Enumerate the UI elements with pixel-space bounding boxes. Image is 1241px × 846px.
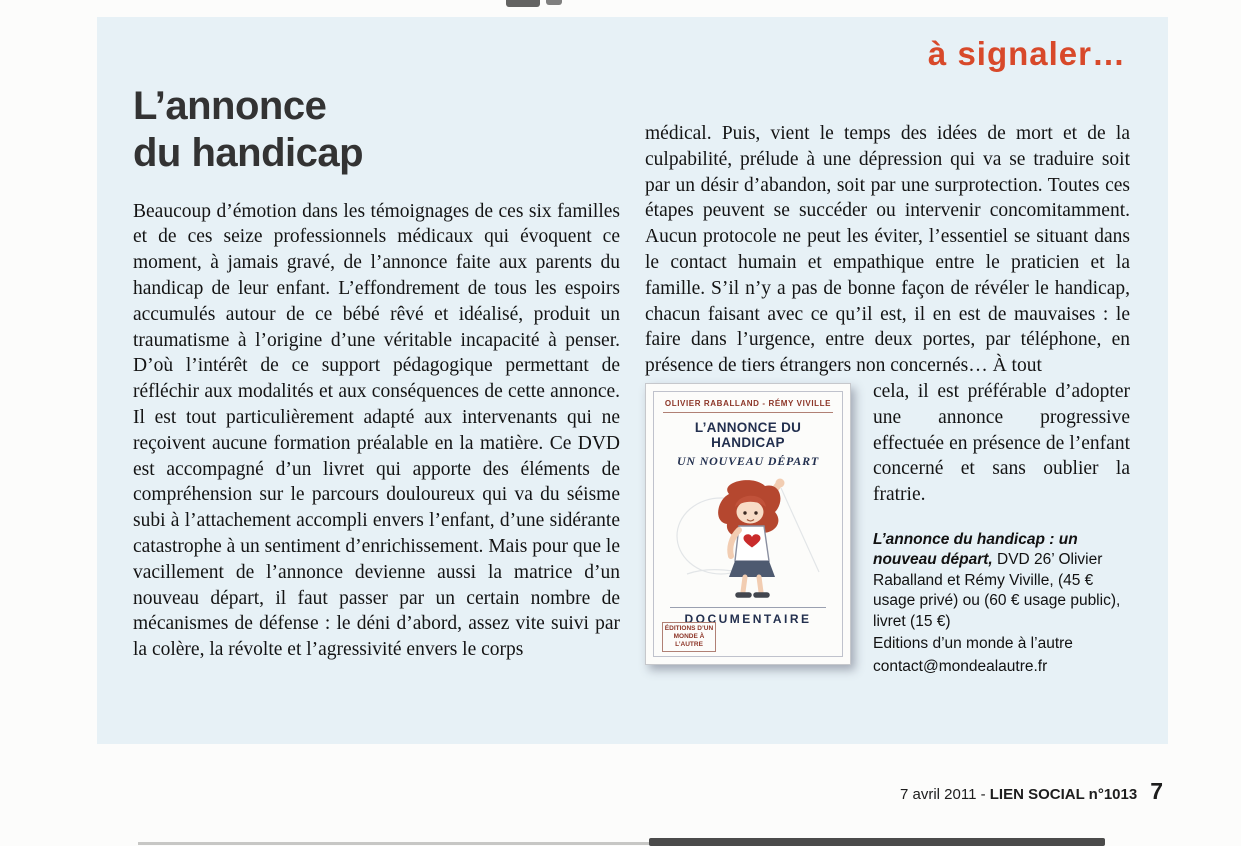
scan-artifact-bottom-light	[138, 842, 653, 845]
dvd-cover-publisher-logo: ÉDITIONS D’UN MONDE À L’AUTRE	[662, 622, 716, 652]
dvd-cover-title: L’ANNONCE DU HANDICAP	[694, 419, 802, 450]
dvd-cover-illustration	[659, 469, 837, 607]
dvd-cover-subtitle: UN NOUVEAU DÉPART	[676, 453, 820, 468]
article-title-line2: du handicap	[133, 130, 364, 175]
page-footer	[97, 778, 1163, 805]
article-body-right-part1: médical. Puis, vient le temps des idées de mort et de la culpabilité, prélude à une dépression qui va se traduire soit par un désir d’abandon, soit par une surprotection. Toutes ces étapes peuvent se succéder ou intervenir concomitamment. Aucun protocole ne peut les éviter, l’essentiel se situant dans le contact humain et empathique entre le praticien et la famille. S’il n’y a pas de bonne façon de révéler le handicap, chacun faisant avec ce qu’il est, il en est de mauvaises : le faire dans l’urgence, entre deux portes, par téléphone, en présence de tiers étrangers non concernés… À tout	[645, 123, 1130, 377]
dvd-cover-genre: DOCUMENTAIRE	[670, 607, 827, 626]
article-body-left: Beaucoup d’émotion dans les témoignages de ces six familles et de ces seize professionnels médicaux qui évoquent ce moment, à jamais gravé, de l’annonce faite aux parents du handicap de leur enfant. L’effondrement de tous les espoirs accumulés autour de ce bébé rêvé et idéalisé, produit un traumatisme à l’origine d’une véritable incapacité à penser. D’où l’intérêt de ce support pédagogique permettant de réfléchir aux modalités et aux conséquences de cette annonce. Il est tout particulièrement adapté aux intervenants qui ne reçoivent aucune formation préalable en la matière. Ce DVD est accompagné d’un livret qui apporte des éléments de compréhension sur le parcours douloureux qui va du séisme subi à l’attachement accompli envers l’enfant, d’une sidérante catastrophe à un sentiment d’enrichissement. Mais pour que le vacillement de l’annonce devienne aussi la matrice d’un nouveau départ, il faut passer par un certain nombre de mécanismes de défense : le déni d’abord, assez vite suivi par la colère, la révolte et l’agressivité envers le corps	[133, 200, 620, 661]
dvd-cover-figure	[645, 383, 857, 675]
dvd-caption-details: DVD 26’ Olivier Raballand et Rémy Viville, (45 € usage privé) ou (60 € usage public), livret (15 €)	[873, 551, 1121, 630]
article-title	[133, 83, 620, 177]
footer-date: 7 avril 2011 -	[900, 786, 990, 803]
article-body-right-part2: cela, il est préférable d’adopter une annonce progressive effectuée en présence de l’enfant concerné et sans oublier la fratrie.	[873, 380, 1130, 506]
dvd-caption-contact: contact@mondealautre.fr	[873, 657, 1048, 675]
scan-artifact-top-2	[546, 0, 562, 5]
dvd-caption-title: L’annonce du handicap : un nouveau départ,	[873, 530, 1078, 569]
right-column	[645, 121, 1130, 677]
article-title-line1: L’annonce	[133, 84, 327, 128]
child-illustration-svg	[669, 474, 827, 602]
left-column	[133, 83, 620, 663]
dvd-caption-publisher: Editions d’un monde à l’autre	[873, 635, 1073, 653]
dvd-cover-authors: OLIVIER RABALLAND - RÉMY VIVILLE	[663, 399, 834, 413]
footer-magazine-name: LIEN SOCIAL n°1013	[989, 786, 1138, 803]
dvd-cover-inner	[653, 391, 843, 657]
footer-page-number: 7	[1150, 778, 1163, 804]
scan-artifact-top	[506, 0, 540, 7]
scan-artifact-bottom-dark	[649, 838, 1105, 846]
dvd-cover	[645, 383, 851, 665]
article-panel	[97, 17, 1168, 744]
section-label: à signaler…	[927, 35, 1126, 72]
